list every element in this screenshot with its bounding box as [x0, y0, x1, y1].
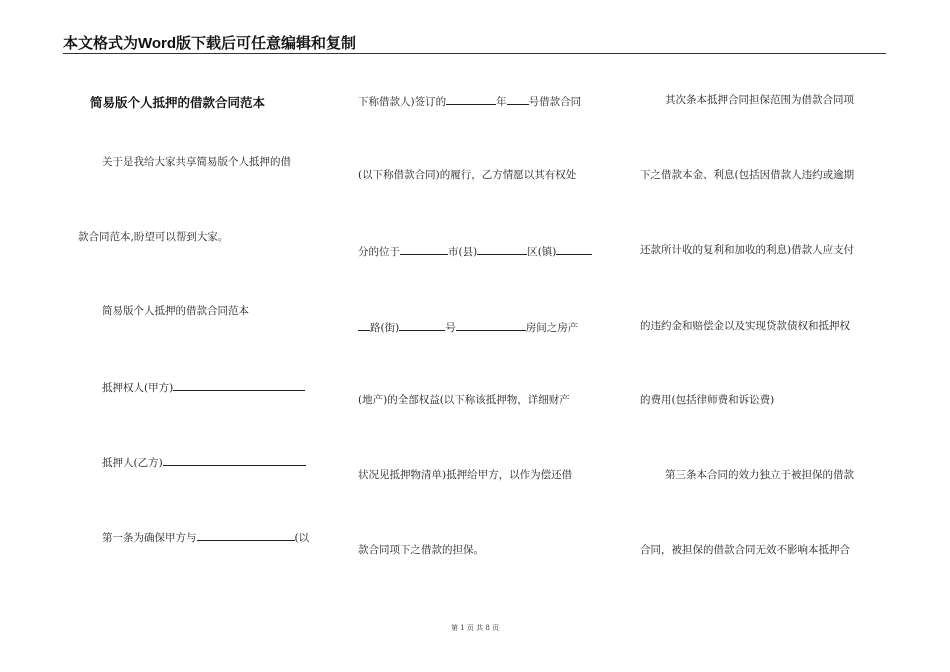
paragraph-line: 状况见抵押物清单)抵押给甲方，以作为偿还借 [358, 469, 573, 481]
document-title: 简易版个人抵押的借款合同范本 [90, 96, 266, 110]
text-segment: 年 [496, 96, 507, 108]
text-segment: 市(县) [448, 246, 478, 258]
fill-blank [446, 93, 496, 105]
fill-blank [173, 379, 305, 391]
clause-text: 第一条为确保甲方与 [102, 532, 197, 544]
mortgagor-line [102, 454, 306, 470]
fill-blank [507, 93, 529, 105]
page-number: 第 1 页 共 8 页 [450, 624, 500, 632]
clause-text: (以 [294, 532, 310, 544]
text-segment: 路(街) [370, 322, 400, 334]
paragraph-line [358, 93, 581, 109]
paragraph-line: 款合同范本,盼望可以帮到大家。 [78, 231, 229, 243]
document-header: 本文格式为Word版下载后可任意编辑和复制 [63, 35, 357, 52]
paragraph-line: (地产)的全部权益(以下称该抵押物，详细财产 [358, 394, 570, 406]
mortgagee-line [102, 379, 305, 395]
paragraph-line [358, 243, 592, 259]
header-divider [63, 53, 886, 54]
text-segment: 号 [445, 322, 456, 334]
fill-blank [358, 319, 370, 331]
paragraph-line: 第三条本合同的效力独立于被担保的借款 [665, 469, 854, 481]
fill-blank [400, 243, 448, 255]
text-segment: 下称借款人)签订的 [358, 96, 447, 108]
text-segment: 分的位于 [358, 246, 400, 258]
text-segment: 号借款合同 [528, 96, 582, 108]
paragraph-line: (以下称借款合同)的履行，乙方情愿以其有权处 [358, 169, 577, 181]
fill-blank [197, 529, 295, 541]
paragraph-line: 的违约金和赔偿金以及实现贷款债权和抵押权 [640, 320, 850, 332]
fill-blank [556, 243, 592, 255]
fill-blank [399, 319, 445, 331]
mortgagee-label: 抵押权人(甲方) [102, 382, 174, 394]
text-segment: 房间之房产 [525, 322, 579, 334]
paragraph-line: 其次条本抵押合同担保范围为借款合同项 [665, 94, 854, 106]
text-segment: 区(镇) [527, 246, 557, 258]
clause-one-line [102, 529, 309, 545]
paragraph-line: 关于是我给大家共享简易版个人抵押的借 [102, 156, 291, 168]
paragraph-line: 下之借款本金、利息(包括因借款人违约或逾期 [640, 169, 855, 181]
fill-blank [163, 454, 306, 466]
mortgagor-label: 抵押人(乙方) [102, 457, 163, 469]
fill-blank [456, 319, 526, 331]
paragraph-line: 还款所计收的复利和加收的利息)借款人应支付 [640, 244, 855, 256]
paragraph-line: 合同，被担保的借款合同无效不影响本抵押合 [640, 544, 850, 556]
paragraph-line: 款合同项下之借款的担保。 [358, 544, 484, 556]
paragraph-line: 简易版个人抵押的借款合同范本 [102, 305, 249, 317]
paragraph-line: 的费用(包括律师费和诉讼费) [640, 394, 775, 406]
paragraph-line [358, 319, 578, 335]
fill-blank [477, 243, 527, 255]
